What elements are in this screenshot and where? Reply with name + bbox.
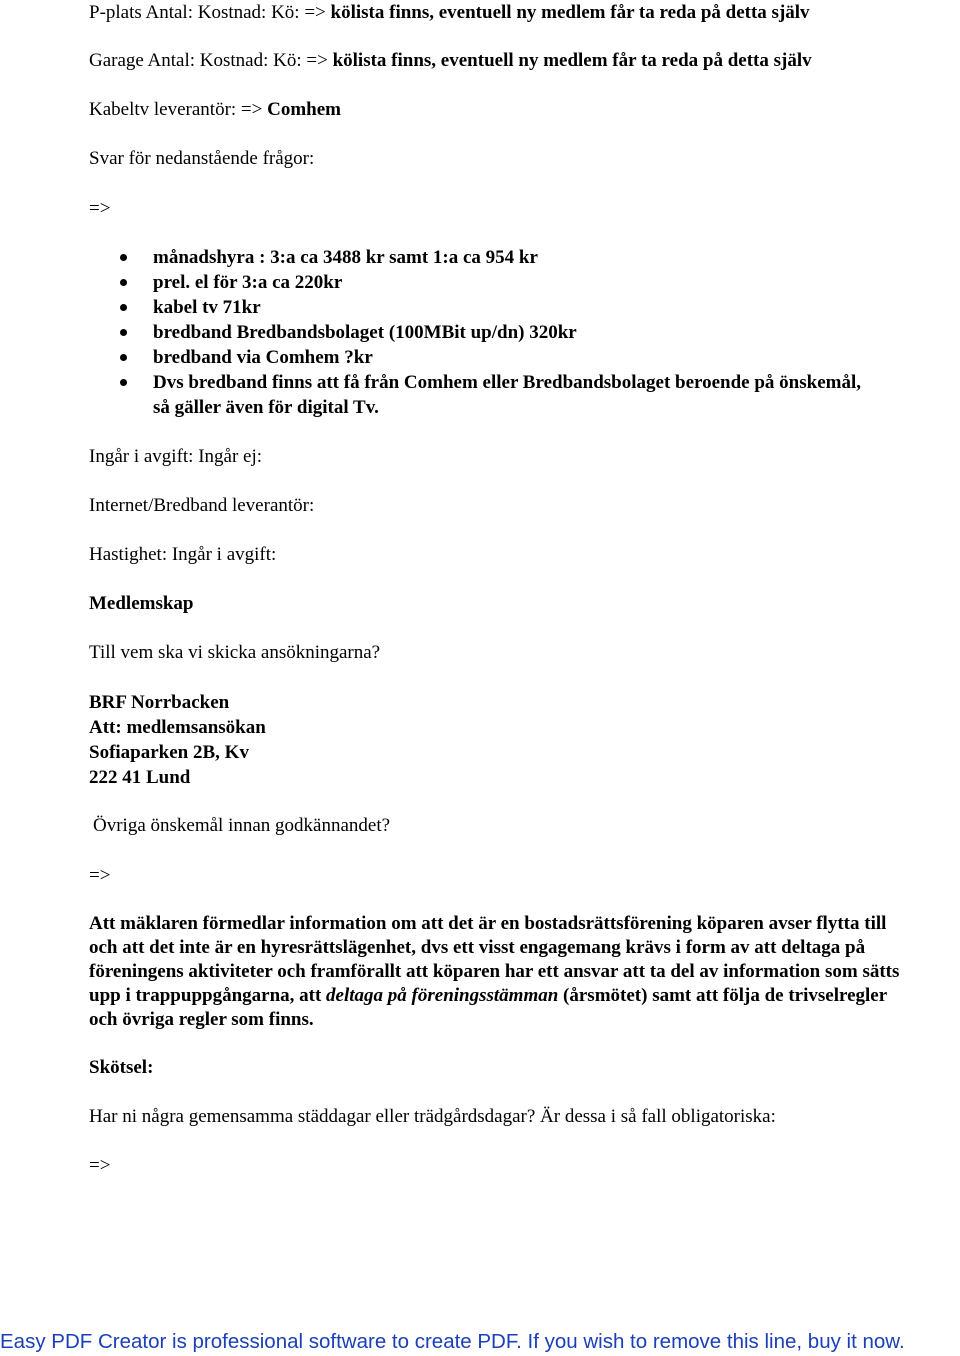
bullet-icon — [120, 304, 127, 311]
kabeltv-line — [89, 97, 341, 122]
list-item-text: Dvs bredband finns att få från Comhem eller Bredbandsbolaget beroende på önskemål, så gäller även för digital Tv. — [153, 372, 861, 418]
paragraph-italic: deltaga på föreningsstämman — [326, 985, 559, 1006]
list-item — [89, 370, 869, 420]
address-line: Att: medlemsansökan — [89, 717, 266, 738]
arrow-marker: => — [89, 1155, 111, 1176]
pplats-label: P-plats Antal: Kostnad: Kö: => — [89, 2, 326, 23]
address-line: 222 41 Lund — [89, 767, 191, 788]
garage-value: kölista finns, eventuell ny medlem får ta reda på detta själv — [332, 50, 812, 71]
address-line: Sofiaparken 2B, Kv — [89, 742, 249, 763]
list-item — [89, 245, 869, 270]
paragraph-text: Att mäklaren förmedlar information om att det är en bostadsrättsförening köparen avser flytta till och att det inte är en hyresrättslägenhet, dvs ett visst engagemang krävs i form av att deltaga på föreningens aktiviteter och framförallt att köparen har ett ansvar att ta del av information som sätts upp i trappuppgångarna, att — [89, 913, 900, 1006]
gemensamma-question: Har ni några gemensamma städdagar eller trädgårdsdagar? Är dessa i så fall obligatoriska: — [89, 1106, 776, 1127]
maklare-paragraph — [89, 912, 909, 1032]
kabeltv-label: Kabeltv leverantör: => — [89, 99, 263, 120]
list-item — [89, 345, 869, 370]
pplats-value: kölista finns, eventuell ny medlem får ta reda på detta själv — [330, 2, 810, 23]
bullet-icon — [120, 329, 127, 336]
pdf-creator-footer: Easy PDF Creator is professional software to create PDF. If you wish to remove this line, buy it now. — [0, 1330, 905, 1353]
list-item-text: prel. el för 3:a ca 220kr — [153, 272, 343, 293]
list-item — [89, 270, 869, 295]
paragraph-text: (årsmötet) samt att följa de trivselregler och övriga regler som finns. — [89, 985, 887, 1030]
bullet-icon — [120, 254, 127, 261]
bullet-icon — [120, 279, 127, 286]
pplats-line — [89, 0, 810, 25]
list-item-text: månadshyra : 3:a ca 3488 kr samt 1:a ca 954 kr — [153, 247, 538, 268]
list-item-text: kabel tv 71kr — [153, 297, 261, 318]
list-item-text: bredband via Comhem ?kr — [153, 347, 373, 368]
hastighet-line: Hastighet: Ingår i avgift: — [89, 544, 277, 565]
internet-line: Internet/Bredband leverantör: — [89, 495, 315, 516]
skotsel-heading: Skötsel: — [89, 1057, 154, 1078]
svar-heading: Svar för nedanstående frågor: — [89, 148, 315, 169]
arrow-marker: => — [89, 865, 111, 886]
bullet-icon — [120, 354, 127, 361]
bullet-icon — [120, 379, 127, 386]
garage-line — [89, 48, 812, 73]
ovriga-question: Övriga önskemål innan godkännandet? — [93, 815, 391, 836]
address-block — [89, 690, 266, 790]
garage-label: Garage Antal: Kostnad: Kö: => — [89, 50, 328, 71]
kabeltv-value: Comhem — [267, 99, 342, 120]
ingar-avgift-line: Ingår i avgift: Ingår ej: — [89, 446, 263, 467]
list-item — [89, 320, 869, 345]
arrow-marker: => — [89, 198, 111, 219]
cost-list — [89, 245, 869, 420]
medlemskap-heading: Medlemskap — [89, 593, 194, 614]
address-line: BRF Norrbacken — [89, 692, 230, 713]
list-item — [89, 295, 869, 320]
list-item-text: bredband Bredbandsbolaget (100MBit up/dn) 320kr — [153, 322, 577, 343]
till-vem-question: Till vem ska vi skicka ansökningarna? — [89, 642, 381, 663]
